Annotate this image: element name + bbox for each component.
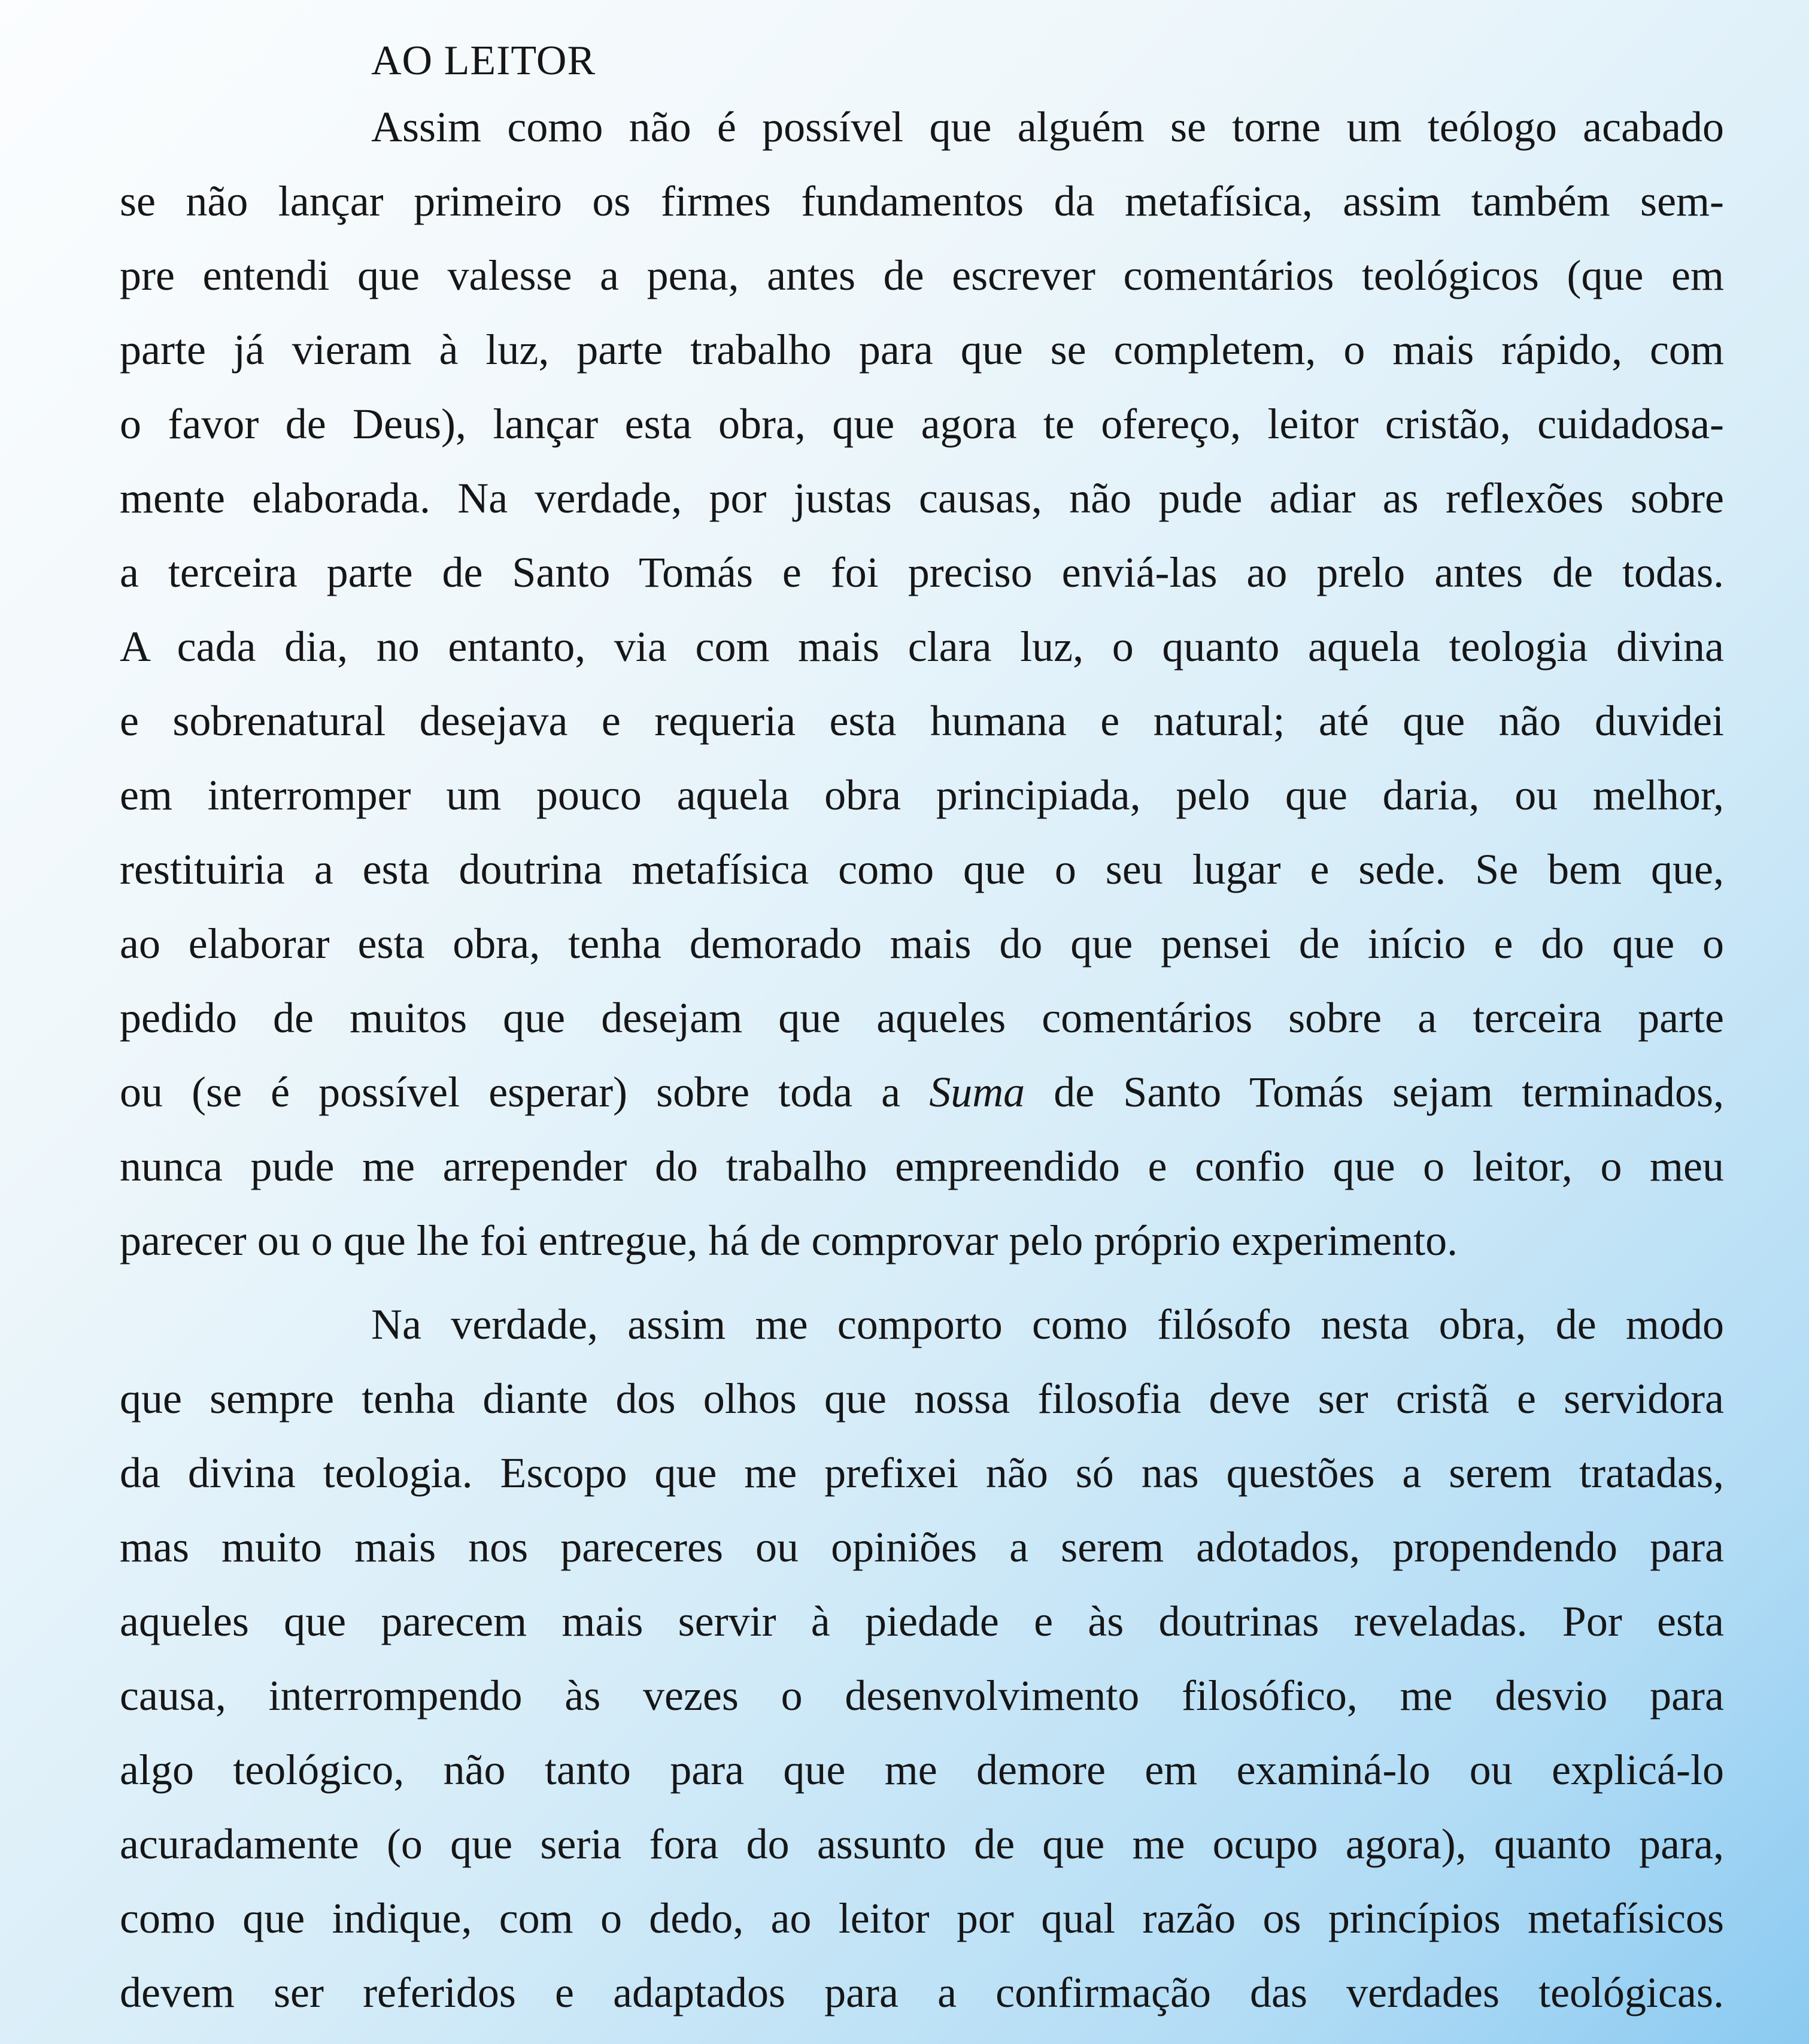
text-line: aqueles que parecem mais servir à piedade e às doutrinas reveladas. Por esta (120, 1597, 1724, 1645)
text-line: da divina teologia. Escopo que me prefixei não só nas questões a serem tratadas, (120, 1449, 1724, 1497)
text-line: algo teológico, não tanto para que me demore em examiná-lo ou explicá-lo (120, 1746, 1724, 1794)
text-line: a terceira parte de Santo Tomás e foi preciso enviá-las ao prelo antes de todas. (120, 548, 1724, 596)
text-line: restituiria a esta doutrina metafísica como que o seu lugar e sede. Se bem que, (120, 845, 1724, 893)
text-line: mas muito mais nos pareceres ou opiniões a serem adotados, propendendo para (120, 1523, 1724, 1571)
text-line: nunca pude me arrepender do trabalho empreendido e confio que o leitor, o meu (120, 1142, 1724, 1190)
text-line: se não lançar primeiro os firmes fundamentos da metafísica, assim também sem- (120, 177, 1724, 225)
text-line: Assim como não é possível que alguém se torne um teólogo acabado (371, 103, 1724, 151)
text-line: o favor de Deus), lançar esta obra, que agora te ofereço, leitor cristão, cuidadosa- (120, 400, 1724, 448)
text-line: ao elaborar esta obra, tenha demorado mais do que pensei de início e do que o (120, 920, 1724, 968)
section-heading: AO LEITOR (371, 38, 596, 84)
text-fragment: ou (se é possível esperar) sobre toda a (120, 1068, 930, 1116)
text-line: acuradamente (o que seria fora do assunto de que me ocupo agora), quanto para, (120, 1820, 1724, 1868)
text-line: que sempre tenha diante dos olhos que nossa filosofia deve ser cristã e servidora (120, 1375, 1724, 1423)
text-line: parecer ou o que lhe foi entregue, há de comprovar pelo próprio experimento. (120, 1217, 1458, 1264)
paragraph-2 (120, 1287, 1724, 2030)
text-line: como que indique, com o dedo, ao leitor por qual razão os princípios metafísicos (120, 1894, 1724, 1942)
text-line: Na verdade, assim me comporto como filósofo nesta obra, de modo (371, 1300, 1724, 1348)
text-line: mente elaborada. Na verdade, por justas causas, não pude adiar as reflexões sobre (120, 474, 1724, 522)
text-line: e sobrenatural desejava e requeria esta humana e natural; até que não duvidei (120, 697, 1724, 745)
text-line: A cada dia, no entanto, via com mais clara luz, o quanto aquela teologia divina (120, 623, 1724, 671)
text-line: devem ser referidos e adaptados para a confirmação das verdades teológicas. (120, 1969, 1724, 2016)
text-line: em interromper um pouco aquela obra principiada, pelo que daria, ou melhor, (120, 771, 1724, 819)
text-line: causa, interrompendo às vezes o desenvolvimento filosófico, me desvio para (120, 1672, 1724, 1719)
text-line: pedido de muitos que desejam que aqueles comentários sobre a terceira parte (120, 994, 1724, 1042)
work-title-suma: Suma (929, 1068, 1025, 1116)
paragraph-1 (120, 90, 1724, 1278)
text-line (120, 1055, 1724, 1129)
text-line: pre entendi que valesse a pena, antes de escrever comentários teológicos (que em (120, 251, 1724, 299)
text-fragment: de Santo Tomás sejam terminados, (1025, 1068, 1724, 1116)
text-line: parte já vieram à luz, parte trabalho para que se completem, o mais rápido, com (120, 326, 1724, 374)
